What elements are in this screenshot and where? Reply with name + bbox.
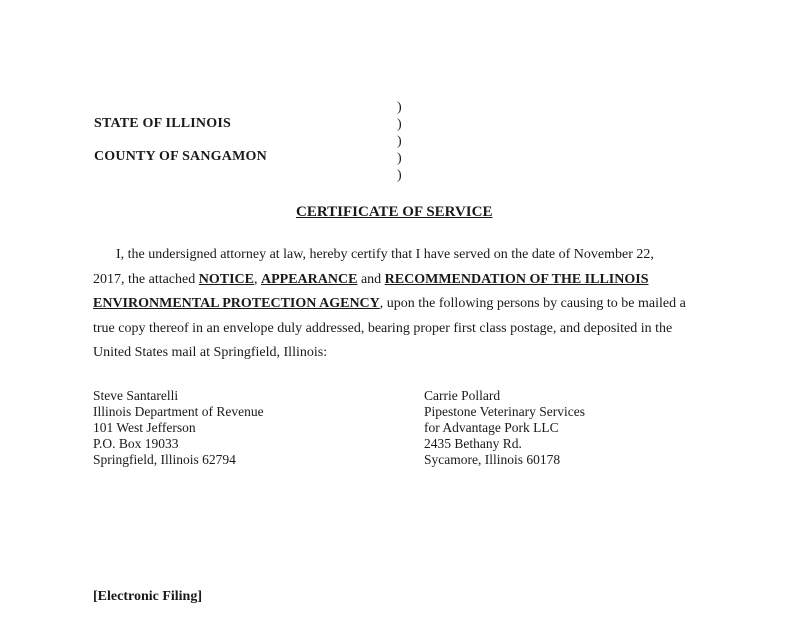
address-line: 101 West Jefferson — [93, 420, 196, 435]
electronic-filing-label: [Electronic Filing] — [93, 589, 202, 604]
appearance-doc-title: APPEARANCE — [260, 272, 358, 287]
document-title: CERTIFICATE OF SERVICE — [296, 204, 493, 220]
body-text: 2017, the attached — [93, 272, 199, 287]
recipient-address — [424, 388, 585, 468]
address-line: Sycamore, Illinois 60178 — [424, 452, 561, 467]
recommendation-doc-title-cont: ENVIRONMENTAL PROTECTION AGENCY — [93, 296, 380, 311]
body-text: , upon the following persons by causing to be mailed a — [379, 296, 686, 311]
recipient-name: Steve Santarelli — [93, 388, 179, 403]
body-line-3 — [93, 296, 686, 312]
notice-doc-title: NOTICE — [198, 272, 254, 287]
recommendation-doc-title: RECOMMENDATION OF THE ILLINOIS — [384, 272, 649, 287]
address-line: P.O. Box 19033 — [93, 436, 179, 451]
caption-paren: ) — [397, 134, 402, 149]
address-line: Springfield, Illinois 62794 — [93, 452, 236, 467]
caption-paren: ) — [397, 168, 402, 183]
body-line-4: true copy thereof in an envelope duly addressed, bearing proper first class postage, and deposited in the — [93, 321, 673, 336]
body-line-5: United States mail at Springfield, Illinois: — [93, 345, 328, 360]
caption-paren: ) — [397, 117, 402, 132]
address-line: 2435 Bethany Rd. — [424, 436, 522, 451]
address-line: Pipestone Veterinary Services — [424, 404, 585, 419]
state-caption: STATE OF ILLINOIS — [94, 116, 231, 131]
address-line: for Advantage Pork LLC — [424, 420, 559, 435]
recipient-name: Carrie Pollard — [424, 388, 501, 403]
body-line-2 — [93, 272, 649, 288]
body-line-1: I, the undersigned attorney at law, hereby certify that I have served on the date of November 22, — [116, 247, 654, 262]
county-caption: COUNTY OF SANGAMON — [94, 149, 267, 164]
address-line: Illinois Department of Revenue — [93, 404, 264, 419]
caption-paren: ) — [397, 151, 402, 166]
caption-paren: ) — [397, 100, 402, 115]
body-text: and — [357, 272, 385, 287]
recipient-address — [93, 388, 264, 468]
body-text: , — [253, 272, 261, 287]
